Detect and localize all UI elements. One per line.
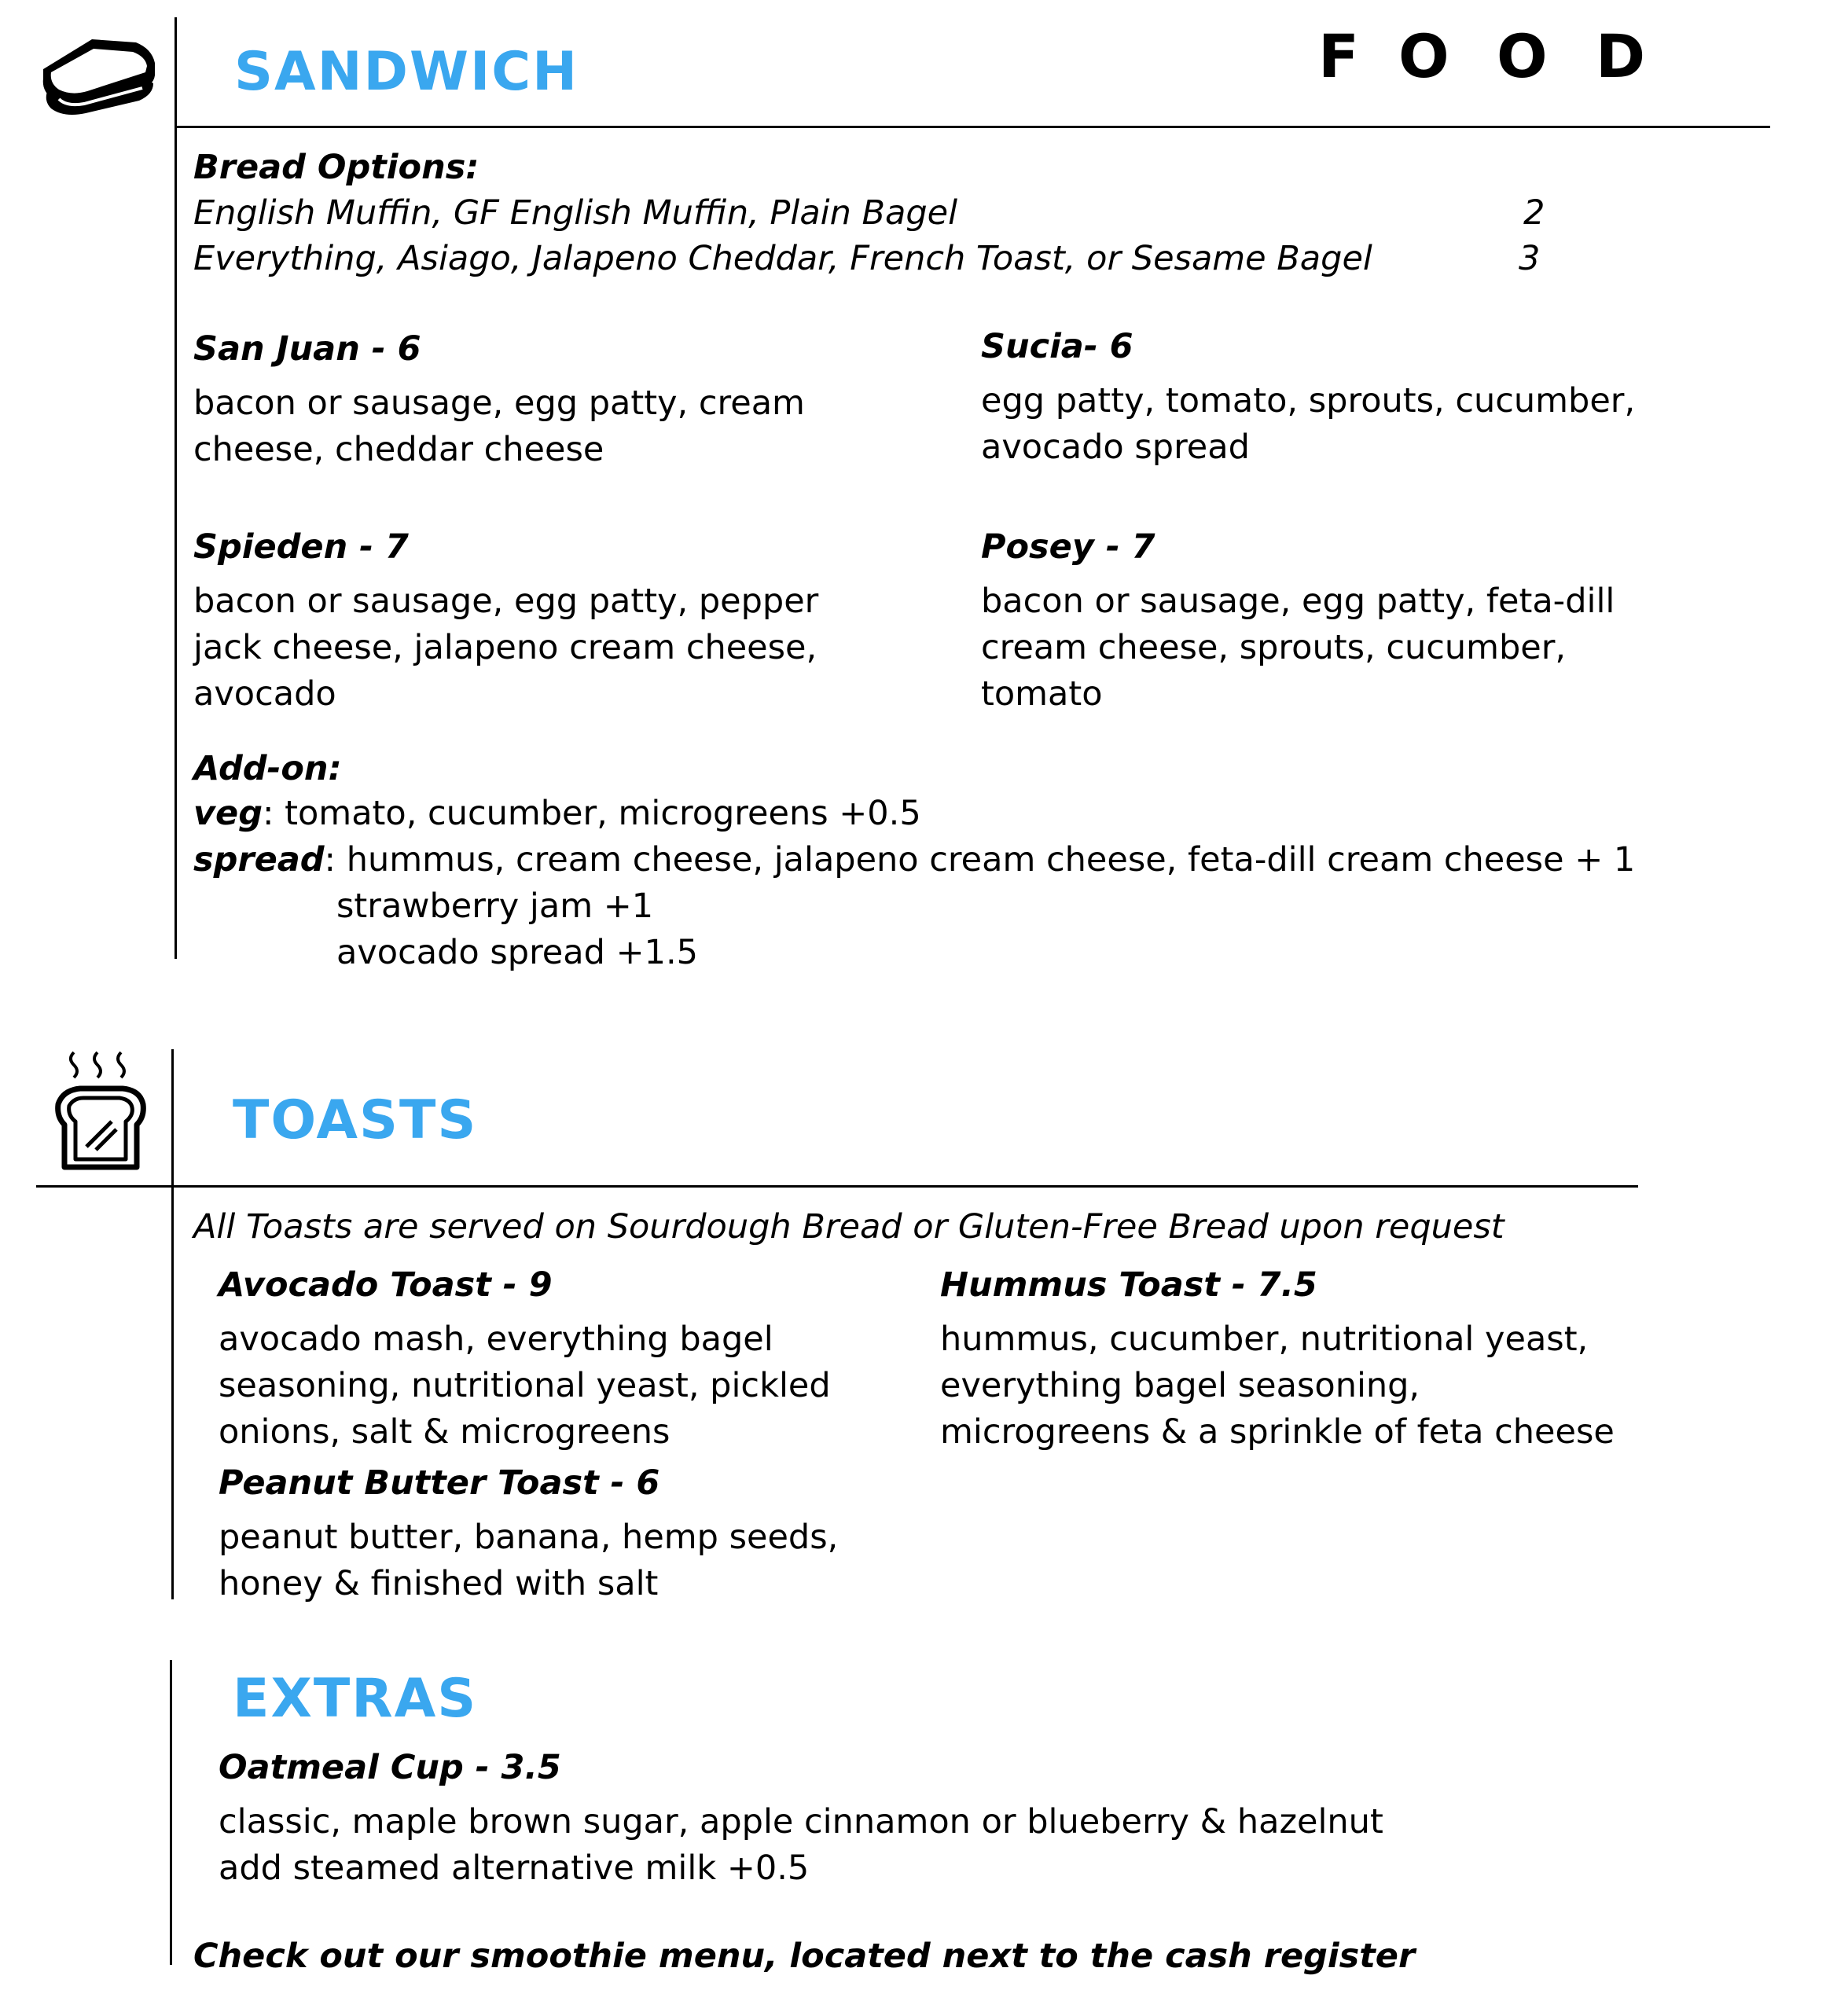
item-desc-line: cream cheese, sprouts, cucumber, [981,628,1567,667]
item-desc-line: jack cheese, jalapeno cream cheese, [193,628,817,667]
item-desc-line: egg patty, tomato, sprouts, cucumber, [981,381,1636,420]
item-desc-line: bacon or sausage, egg patty, cream [193,384,805,423]
toasts-title: TOASTS [233,1089,478,1151]
item-desc-line: onions, salt & microgreens [219,1412,670,1452]
food-title [0,21,1848,91]
addon-spread-text: : hummus, cream cheese, jalapeno cream cheese, feta-dill cream cheese + 1 [324,840,1636,879]
item-desc-line: bacon or sausage, egg patty, pepper [193,582,819,621]
bread-row-1-text: English Muffin, GF English Muffin, Plain Bagel [193,193,958,233]
item-name: Sucia- 6 [981,327,1133,366]
item-desc-line: add steamed alternative milk +0.5 [219,1849,810,1888]
food-letter-o2: O [1497,21,1548,91]
extras-title: EXTRAS [233,1668,478,1730]
toasts-divider-vertical [171,1049,174,1599]
item-desc-line: honey & finished with salt [219,1564,659,1603]
addon-spread [193,837,1635,883]
addon-spread-extra-line: strawberry jam +1 [336,887,654,926]
item-desc-line: bacon or sausage, egg patty, feta-dill [981,582,1615,621]
item-name: Spieden - 7 [193,527,409,567]
item-desc-line: everything bagel seasoning, [940,1366,1420,1405]
bread-row-1-price: 2 [1523,193,1545,233]
item-desc-line: avocado [193,674,336,714]
addon-veg-text: : tomato, cucumber, microgreens +0.5 [262,794,921,833]
addon-spread-label: spread [193,840,325,879]
bread-options-label: Bread Options: [193,148,479,187]
toasts-note: All Toasts are served on Sourdough Bread or Gluten-Free Bread upon request [193,1207,1504,1246]
addon-spread-extra [336,883,698,976]
item-name: Posey - 7 [981,527,1155,567]
item-desc-line: avocado mash, everything bagel [219,1320,773,1359]
item-desc-line: tomato [981,674,1103,714]
sandwich-divider-horizontal [176,126,1770,128]
toasts-divider-horizontal [36,1185,1638,1188]
menu-item-spieden [193,527,819,718]
item-name: Peanut Butter Toast - 6 [219,1463,660,1503]
item-name: Hummus Toast - 7.5 [940,1265,1317,1305]
sandwich-title: SANDWICH [234,41,579,103]
menu-item-peanut-butter-toast [219,1463,839,1607]
item-name: Oatmeal Cup - 3.5 [219,1748,561,1787]
toast-icon [53,1049,148,1175]
addon-label: Add-on: [193,749,342,788]
item-desc-line: avocado spread [981,428,1250,467]
extras-divider-vertical [170,1660,172,1965]
item-desc-line: classic, maple brown sugar, apple cinnamon or blueberry & hazelnut [219,1802,1383,1841]
item-desc-line: hummus, cucumber, nutritional yeast, [940,1320,1589,1359]
menu-item-oatmeal-cup [219,1748,1383,1892]
smoothie-menu-note: Check out our smoothie menu, located next to the cash register [193,1937,1416,1976]
bread-row-2-price: 3 [1519,239,1541,278]
food-letter-d: D [1596,21,1646,91]
menu-item-sucia [981,327,1636,471]
food-letter-o1: O [1398,21,1449,91]
item-desc-line: cheese, cheddar cheese [193,430,604,469]
item-desc-line: seasoning, nutritional yeast, pickled [219,1366,831,1405]
menu-item-san-juan [193,329,805,473]
addon-veg [193,791,921,837]
menu-item-hummus-toast [940,1265,1615,1456]
sandwich-divider-vertical [175,17,177,959]
item-name: San Juan - 6 [193,329,421,369]
addon-spread-extra-line: avocado spread +1.5 [336,933,698,972]
item-desc-line: peanut butter, banana, hemp seeds, [219,1518,839,1557]
addon-veg-label: veg [193,794,263,833]
bread-row-2-text: Everything, Asiago, Jalapeno Cheddar, French Toast, or Sesame Bagel [193,239,1372,278]
item-name: Avocado Toast - 9 [219,1265,553,1305]
menu-item-posey [981,527,1615,718]
menu-item-avocado-toast [219,1265,831,1456]
item-desc-line: microgreens & a sprinkle of feta cheese [940,1412,1615,1452]
food-letter-f: F [1318,21,1359,91]
